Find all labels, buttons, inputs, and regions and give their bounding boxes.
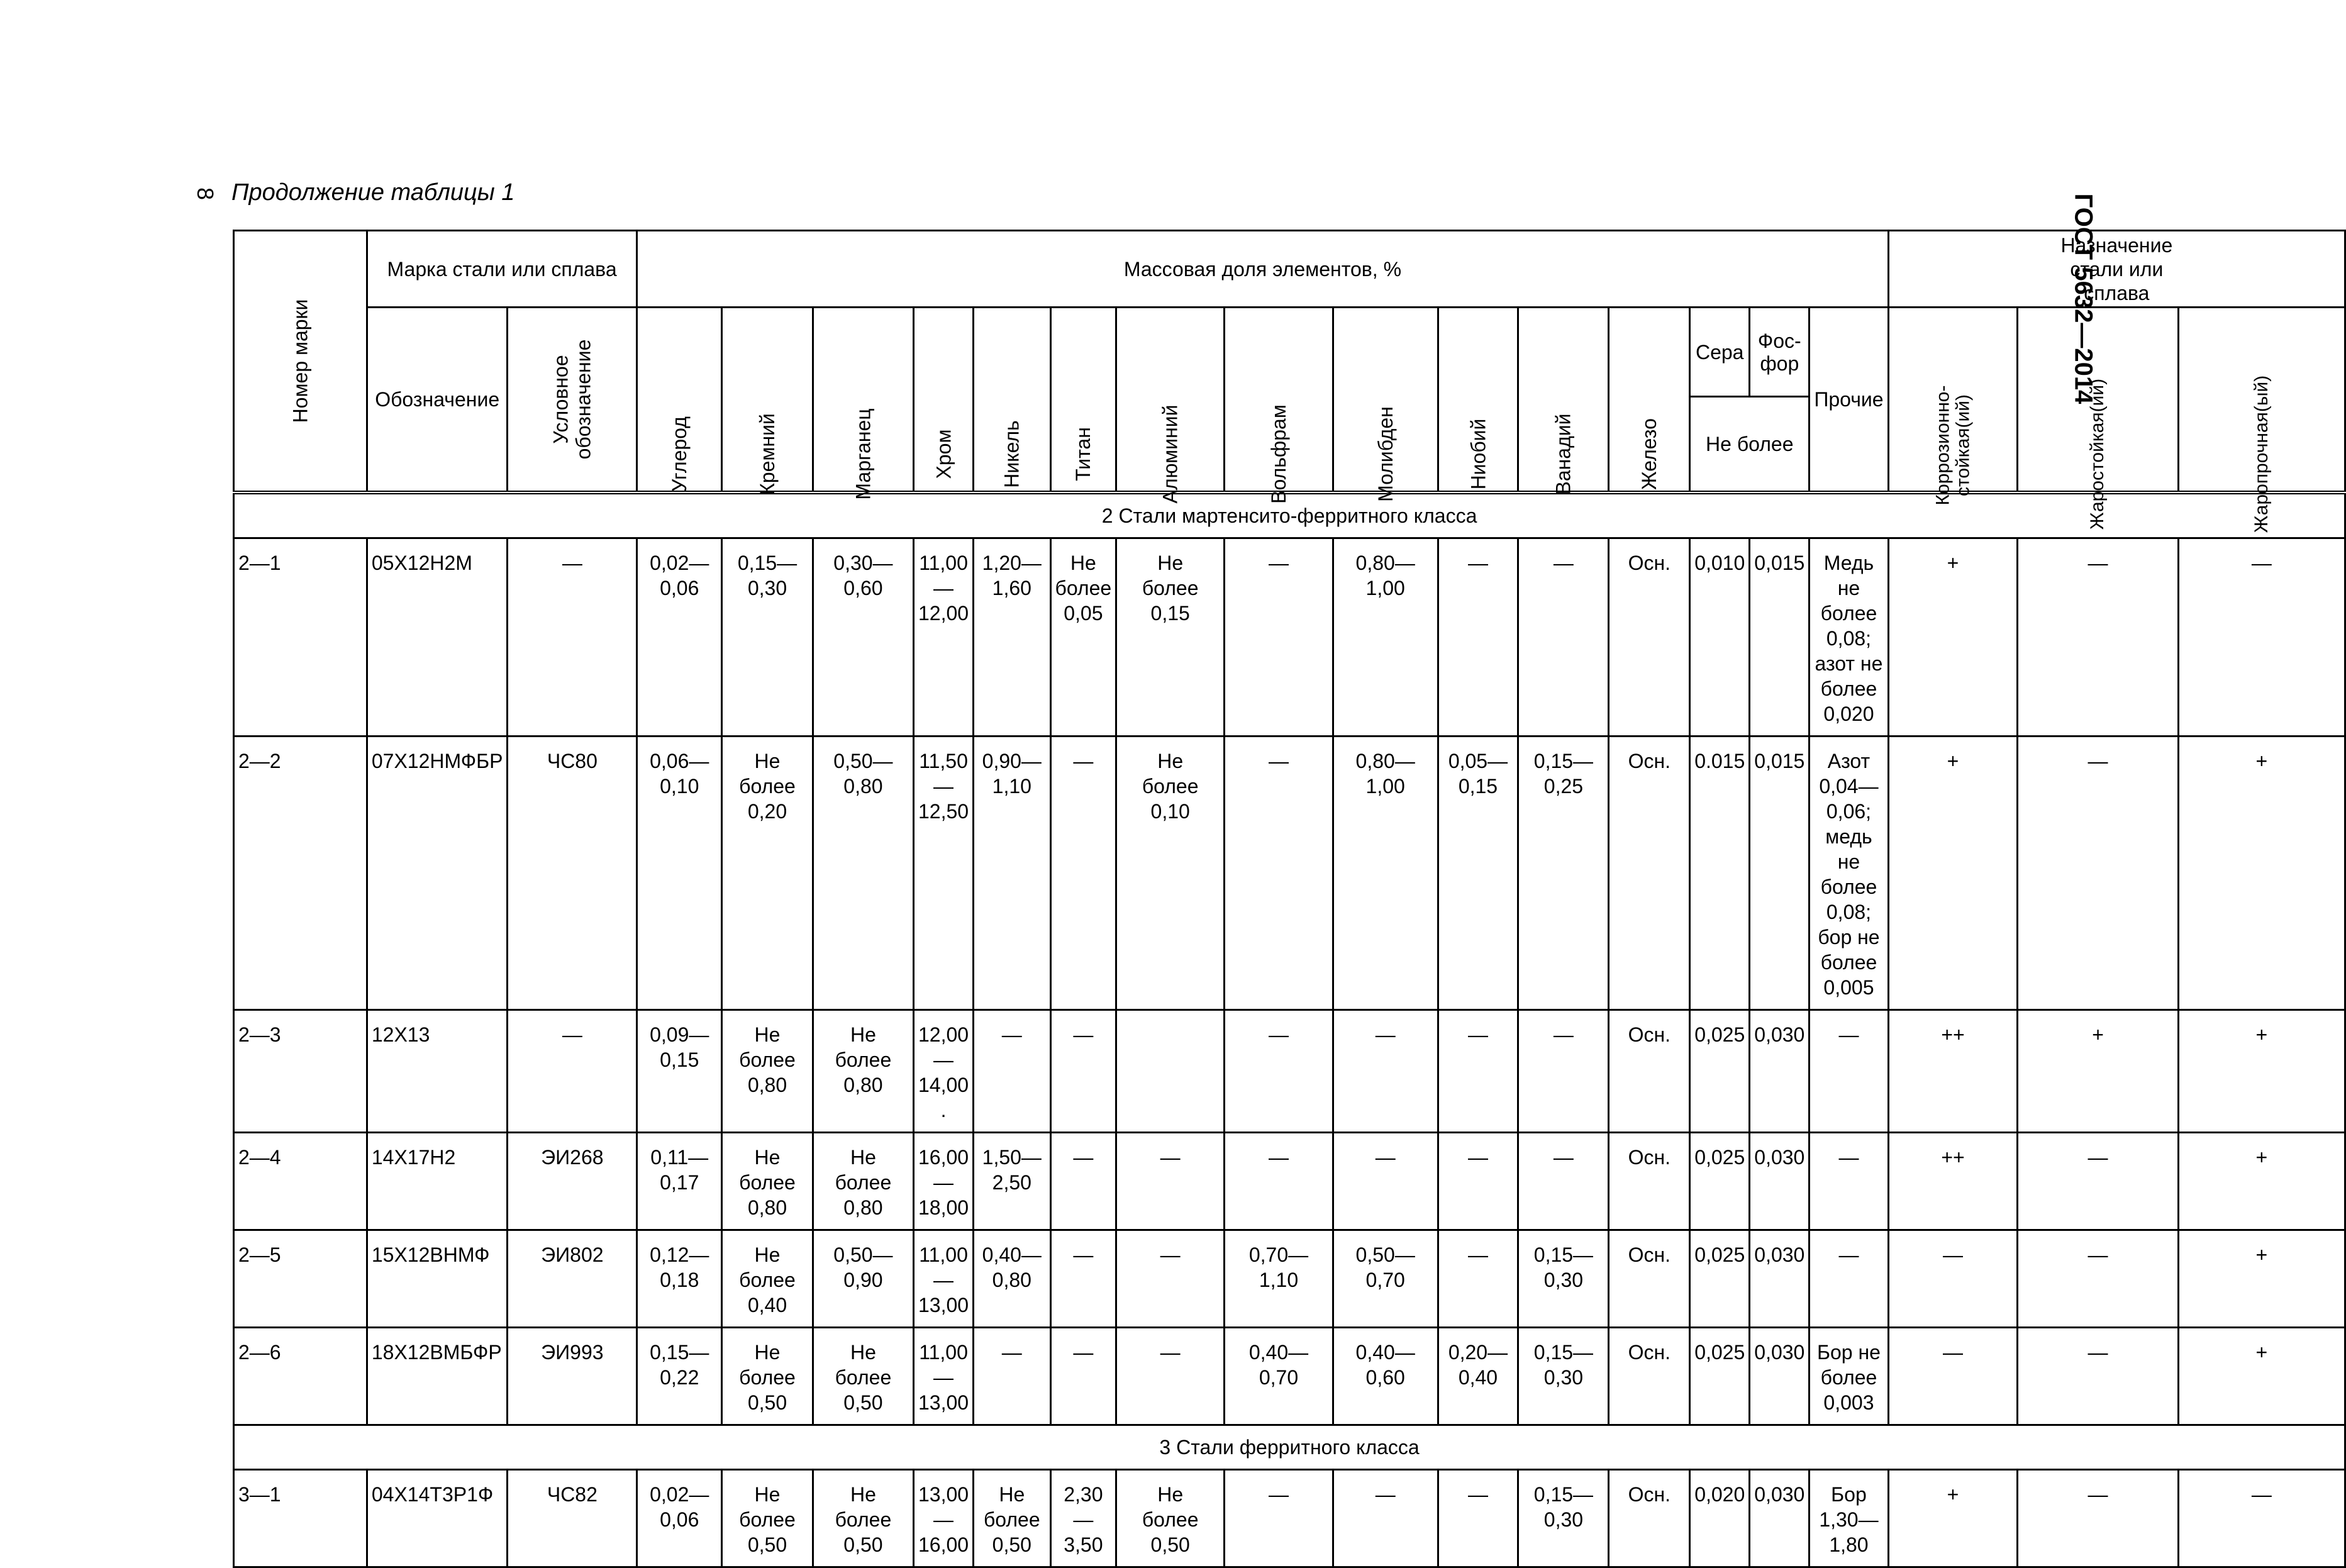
cell-silicon: 0,15— 0,30: [722, 538, 813, 737]
cell-number: 2—1: [234, 538, 367, 737]
cell-titanium: —: [1050, 737, 1116, 1010]
cell-scale-resistant: —: [2018, 538, 2178, 737]
cell-vanadium: 0,15— 0,30: [1518, 1230, 1609, 1328]
header-other: Прочие: [1810, 308, 1888, 493]
cell-nickel: —: [974, 1328, 1050, 1425]
cell-nickel: 0,40— 0,80: [974, 1230, 1050, 1328]
cell-carbon: 0,15— 0,22: [637, 1328, 722, 1425]
cell-scale-resistant: —: [2018, 1328, 2178, 1425]
cell-tungsten: —: [1225, 1010, 1333, 1133]
cell-molybdenum: 0,50— 0,70: [1333, 1230, 1438, 1328]
cell-heat-resistant: —: [2178, 1470, 2345, 1567]
section-title: 2 Стали мартенсито-ферритного класса: [234, 492, 2345, 538]
header-tungsten: Вольфрам: [1225, 308, 1333, 493]
cell-designation: 18Х12ВМБФР: [367, 1328, 508, 1425]
cell-iron: Осн.: [1609, 538, 1690, 737]
cell-manganese: 0,50— 0,80: [813, 737, 913, 1010]
cell-number: 2—2: [234, 737, 367, 1010]
table-row: [234, 1328, 2345, 1425]
cell-vanadium: 0,15— 0,25: [1518, 737, 1609, 1010]
cell-molybdenum: 0,80— 1,00: [1333, 538, 1438, 737]
header-molybdenum: Молибден: [1333, 308, 1438, 493]
cell-tungsten: —: [1225, 1133, 1333, 1230]
header-corrosion: Коррозионно- стойкая(ий): [1888, 308, 2018, 493]
cell-number: 3—1: [234, 1470, 367, 1567]
table-row: [234, 1230, 2345, 1328]
cell-iron: Осн.: [1609, 1133, 1690, 1230]
cell-conventional: ЧС80: [508, 737, 637, 1010]
cell-carbon: 0,02— 0,06: [637, 1470, 722, 1567]
cell-heat-resistant: —: [2178, 538, 2345, 737]
cell-conventional: —: [508, 538, 637, 737]
cell-conventional: —: [508, 1010, 637, 1133]
cell-tungsten: —: [1225, 737, 1333, 1010]
cell-corrosion-resistant: +: [1888, 1470, 2018, 1567]
cell-corrosion-resistant: ++: [1888, 1010, 2018, 1133]
cell-sulfur: 0,025: [1690, 1133, 1750, 1230]
cell-corrosion-resistant: ++: [1888, 1133, 2018, 1230]
page-number: 8: [192, 187, 218, 201]
table-row: [234, 1470, 2345, 1567]
cell-titanium: —: [1050, 1230, 1116, 1328]
cell-chromium: 11,50— 12,50: [914, 737, 974, 1010]
cell-titanium: —: [1050, 1328, 1116, 1425]
cell-designation: 12Х13: [367, 1010, 508, 1133]
header-chromium: Хром: [914, 308, 974, 493]
cell-silicon: Не более 0,20: [722, 737, 813, 1010]
cell-scale-resistant: —: [2018, 1230, 2178, 1328]
header-iron: Железо: [1609, 308, 1690, 493]
cell-molybdenum: 0,40— 0,60: [1333, 1328, 1438, 1425]
section-row: [234, 1425, 2345, 1470]
cell-molybdenum: —: [1333, 1010, 1438, 1133]
cell-nickel: 1,20— 1,60: [974, 538, 1050, 737]
cell-phosphorus: 0,030: [1750, 1133, 1810, 1230]
cell-phosphorus: 0,030: [1750, 1010, 1810, 1133]
cell-niobium: —: [1438, 538, 1518, 737]
cell-molybdenum: —: [1333, 1470, 1438, 1567]
cell-other: Медь не более 0,08; азот не более 0,020: [1810, 538, 1888, 737]
cell-phosphorus: 0,015: [1750, 538, 1810, 737]
cell-carbon: 0,11— 0,17: [637, 1133, 722, 1230]
header-silicon: Кремний: [722, 308, 813, 493]
cell-chromium: 11,00— 13,00: [914, 1230, 974, 1328]
header-scale-resistant: Жаростойкая(ий): [2018, 308, 2178, 493]
cell-phosphorus: 0,015: [1750, 737, 1810, 1010]
cell-number: 2—5: [234, 1230, 367, 1328]
header-mass-fraction: Массовая доля элементов, %: [637, 231, 1888, 308]
cell-designation: 05Х12Н2М: [367, 538, 508, 737]
cell-heat-resistant: +: [2178, 1010, 2345, 1133]
cell-phosphorus: 0,030: [1750, 1230, 1810, 1328]
header-aluminium: Алюминий: [1116, 308, 1225, 493]
header-nickel: Никель: [974, 308, 1050, 493]
cell-sulfur: 0,025: [1690, 1230, 1750, 1328]
cell-conventional: ЭИ268: [508, 1133, 637, 1230]
cell-aluminium: —: [1116, 1230, 1225, 1328]
cell-chromium: 16,00— 18,00: [914, 1133, 974, 1230]
cell-other: —: [1810, 1133, 1888, 1230]
cell-corrosion-resistant: —: [1888, 1230, 2018, 1328]
cell-chromium: 11,00— 13,00: [914, 1328, 974, 1425]
cell-iron: Осн.: [1609, 1010, 1690, 1133]
cell-niobium: —: [1438, 1470, 1518, 1567]
cell-aluminium: Не более 0,10: [1116, 737, 1225, 1010]
table-caption: Продолжение таблицы 1: [231, 179, 515, 206]
cell-sulfur: 0,020: [1690, 1470, 1750, 1567]
cell-carbon: 0,09— 0,15: [637, 1010, 722, 1133]
cell-heat-resistant: +: [2178, 737, 2345, 1010]
cell-scale-resistant: —: [2018, 1133, 2178, 1230]
cell-aluminium: Не более 0,50: [1116, 1470, 1225, 1567]
cell-niobium: 0,20— 0,40: [1438, 1328, 1518, 1425]
cell-other: Бор не более 0,003: [1810, 1328, 1888, 1425]
cell-tungsten: —: [1225, 1470, 1333, 1567]
cell-aluminium: —: [1116, 1328, 1225, 1425]
cell-vanadium: —: [1518, 1133, 1609, 1230]
cell-corrosion-resistant: +: [1888, 737, 2018, 1010]
cell-other: Азот 0,04— 0,06; медь не более 0,08; бор не более 0,005: [1810, 737, 1888, 1010]
table-row: [234, 1133, 2345, 1230]
cell-chromium: 11,00— 12,00: [914, 538, 974, 737]
cell-heat-resistant: +: [2178, 1328, 2345, 1425]
cell-number: 2—6: [234, 1328, 367, 1425]
cell-conventional: ЭИ802: [508, 1230, 637, 1328]
cell-number: 2—4: [234, 1133, 367, 1230]
cell-nickel: —: [974, 1010, 1050, 1133]
cell-manganese: 0,50— 0,90: [813, 1230, 913, 1328]
cell-chromium: 13,00— 16,00: [914, 1470, 974, 1567]
cell-silicon: Не более 0,80: [722, 1010, 813, 1133]
header-purpose: Назначение стали или сплава: [1888, 231, 2345, 308]
cell-titanium: 2,30— 3,50: [1050, 1470, 1116, 1567]
cell-other: Бор 1,30— 1,80: [1810, 1470, 1888, 1567]
document-id-text: ГОСТ 5632—2014: [2069, 193, 2098, 404]
header-designation: Обозначение: [367, 308, 508, 493]
cell-vanadium: 0,15— 0,30: [1518, 1328, 1609, 1425]
cell-carbon: 0,12— 0,18: [637, 1230, 722, 1328]
cell-niobium: —: [1438, 1230, 1518, 1328]
cell-nickel: 0,90— 1,10: [974, 737, 1050, 1010]
header-phosphorus: Фос- фор: [1750, 308, 1810, 397]
cell-sulfur: 0,010: [1690, 538, 1750, 737]
cell-silicon: Не более 0,40: [722, 1230, 813, 1328]
table-row: [234, 737, 2345, 1010]
cell-other: —: [1810, 1010, 1888, 1133]
header-vanadium: Ванадий: [1518, 308, 1609, 493]
cell-vanadium: 0,15— 0,30: [1518, 1470, 1609, 1567]
cell-scale-resistant: —: [2018, 1470, 2178, 1567]
cell-nickel: Не более 0,50: [974, 1470, 1050, 1567]
cell-phosphorus: 0,030: [1750, 1328, 1810, 1425]
cell-iron: Осн.: [1609, 1470, 1690, 1567]
section-title: 3 Стали ферритного класса: [234, 1425, 2345, 1470]
cell-molybdenum: —: [1333, 1133, 1438, 1230]
cell-sulfur: 0,025: [1690, 1328, 1750, 1425]
cell-titanium: Не более 0,05: [1050, 538, 1116, 737]
header-grade: Марка стали или сплава: [367, 231, 637, 308]
cell-manganese: Не более 0,50: [813, 1470, 913, 1567]
cell-silicon: Не более 0,50: [722, 1328, 813, 1425]
cell-designation: 14Х17Н2: [367, 1133, 508, 1230]
cell-niobium: 0,05— 0,15: [1438, 737, 1518, 1010]
cell-designation: 07Х12НМФБР: [367, 737, 508, 1010]
header-not-more: Не более: [1690, 397, 1810, 492]
cell-aluminium: [1116, 1010, 1225, 1133]
cell-designation: 15Х12ВНМФ: [367, 1230, 508, 1328]
cell-conventional: ЭИ993: [508, 1328, 637, 1425]
cell-sulfur: 0,025: [1690, 1010, 1750, 1133]
header-conventional: Условное обозначение: [508, 308, 637, 493]
header-niobium: Ниобий: [1438, 308, 1518, 493]
cell-other: —: [1810, 1230, 1888, 1328]
cell-silicon: Не более 0,50: [722, 1470, 813, 1567]
cell-phosphorus: 0,030: [1750, 1470, 1810, 1567]
cell-manganese: Не более 0,50: [813, 1328, 913, 1425]
cell-manganese: 0,30— 0,60: [813, 538, 913, 737]
cell-niobium: —: [1438, 1133, 1518, 1230]
cell-titanium: —: [1050, 1010, 1116, 1133]
cell-scale-resistant: —: [2018, 737, 2178, 1010]
cell-tungsten: —: [1225, 538, 1333, 737]
cell-designation: 04Х14Т3Р1Ф: [367, 1470, 508, 1567]
header-manganese: Марганец: [813, 308, 913, 493]
cell-carbon: 0,06— 0,10: [637, 737, 722, 1010]
cell-niobium: —: [1438, 1010, 1518, 1133]
cell-nickel: 1,50— 2,50: [974, 1133, 1050, 1230]
cell-iron: Осн.: [1609, 1230, 1690, 1328]
cell-manganese: Не более 0,80: [813, 1010, 913, 1133]
cell-vanadium: —: [1518, 538, 1609, 737]
cell-manganese: Не более 0,80: [813, 1133, 913, 1230]
cell-tungsten: 0,70— 1,10: [1225, 1230, 1333, 1328]
cell-number: 2—3: [234, 1010, 367, 1133]
cell-aluminium: Не более 0,15: [1116, 538, 1225, 737]
cell-iron: Осн.: [1609, 737, 1690, 1010]
cell-conventional: ЧС82: [508, 1470, 637, 1567]
cell-corrosion-resistant: —: [1888, 1328, 2018, 1425]
cell-vanadium: —: [1518, 1010, 1609, 1133]
cell-molybdenum: 0,80— 1,00: [1333, 737, 1438, 1010]
cell-carbon: 0,02— 0,06: [637, 538, 722, 737]
header-sulfur: Сера: [1690, 308, 1750, 397]
table-row: [234, 1010, 2345, 1133]
cell-silicon: Не более 0,80: [722, 1133, 813, 1230]
table-row: [234, 538, 2345, 737]
composition-table: [233, 230, 2346, 1568]
cell-aluminium: —: [1116, 1133, 1225, 1230]
cell-corrosion-resistant: +: [1888, 538, 2018, 737]
cell-heat-resistant: +: [2178, 1230, 2345, 1328]
cell-heat-resistant: +: [2178, 1133, 2345, 1230]
header-carbon: Углерод: [637, 308, 722, 493]
header-titanium: Титан: [1050, 308, 1116, 493]
cell-titanium: —: [1050, 1133, 1116, 1230]
header-heat-resistant: Жаропрочная(ый): [2178, 308, 2345, 493]
table-body: [234, 492, 2345, 1567]
cell-scale-resistant: +: [2018, 1010, 2178, 1133]
cell-chromium: 12,00— 14,00 .: [914, 1010, 974, 1133]
cell-sulfur: 0.015: [1690, 737, 1750, 1010]
header-number: Номер марки: [234, 231, 367, 493]
cell-iron: Осн.: [1609, 1328, 1690, 1425]
cell-tungsten: 0,40— 0,70: [1225, 1328, 1333, 1425]
